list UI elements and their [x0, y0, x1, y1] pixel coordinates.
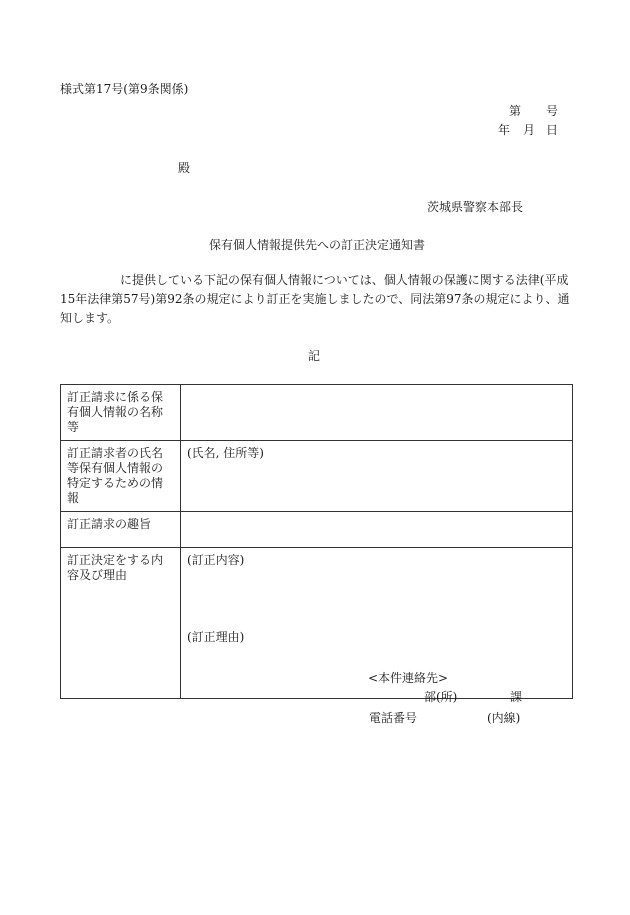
sender-name: 茨城県警察本部長: [427, 200, 524, 214]
row-value: [181, 385, 573, 441]
form-number: 様式第17号(第9条関係): [60, 82, 189, 96]
date-year: 年: [498, 123, 511, 137]
row-value: [181, 512, 573, 548]
body-text: に提供している下記の保有個人情報については、個人情報の保護に関する法律(平成15年法律第57号)第92条の規定により訂正を実施しましたので、同法第97条の規定により、通知します。: [60, 273, 570, 325]
contact-department: 部(所): [424, 690, 458, 704]
recipient-honorific: 殿: [178, 161, 191, 175]
table-row: [61, 548, 573, 699]
row-value: (氏名, 住所等): [181, 441, 573, 512]
date-month: 月: [523, 123, 536, 137]
contact-section: 課: [510, 690, 523, 704]
document-number-suffix: 号: [546, 104, 559, 118]
ki-heading: 記: [308, 349, 321, 363]
document-title: 保有個人情報提供先への訂正決定通知書: [209, 238, 426, 252]
table-row: [61, 441, 573, 512]
correction-table: [60, 384, 573, 699]
body-paragraph: [60, 271, 575, 328]
table-row: [61, 512, 573, 548]
correction-reason-label: (訂正理由): [187, 630, 245, 644]
document-number-prefix: 第: [509, 104, 522, 118]
row-label: 訂正請求者の氏名等保有個人情報の特定するための情報: [61, 441, 181, 512]
contact-extension-label: (内線): [487, 711, 521, 725]
contact-phone-label: 電話番号: [369, 711, 418, 725]
row-label: 訂正請求の趣旨: [61, 512, 181, 548]
correction-content-label: (訂正内容): [187, 553, 245, 567]
contact-heading: <本件連絡先>: [368, 671, 449, 685]
row-label: 訂正請求に係る保有個人情報の名称等: [61, 385, 181, 441]
date-day: 日: [546, 123, 559, 137]
table-row: [61, 385, 573, 441]
row-label: 訂正決定をする内容及び理由: [61, 548, 181, 699]
